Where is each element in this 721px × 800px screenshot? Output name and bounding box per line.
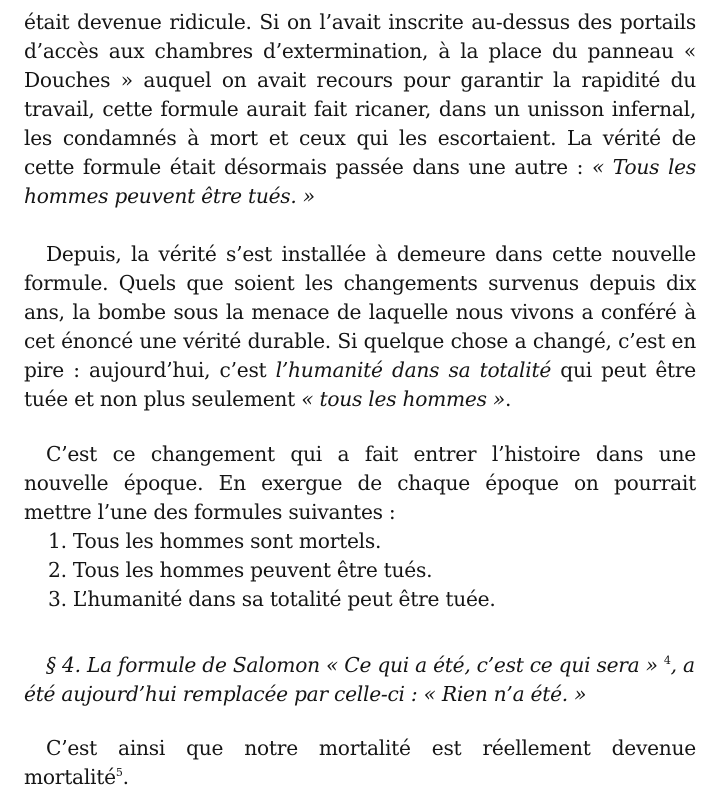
paragraph-2-period: . <box>505 387 512 411</box>
list-item: 3. L’humanité dans sa totalité peut être tuée. <box>48 587 496 611</box>
paragraph-5 <box>24 734 696 792</box>
paragraph-3 <box>24 440 696 527</box>
list-item: 1. Tous les hommes sont mortels. <box>48 529 382 553</box>
paragraph-5-text: C’est ainsi que notre mortalité est réellement devenue mortalité <box>24 736 696 789</box>
section-4-line-1: § 4. La formule de Salomon « Ce qui a été, c’est ce qui sera » <box>46 653 658 677</box>
paragraph-1-quote: « Tous les hommes peuvent être tués. » <box>24 155 696 208</box>
section-4 <box>24 651 696 709</box>
paragraph-5-period: . <box>122 765 129 789</box>
paragraph-2-text-a: Depuis, la vérité s’est installée à demeure dans cette nouvelle formule. Quels que soient les changements survenus depuis dix ans, la bombe sous la menace de laquelle nous vivons a conféré à cet énoncé une vérité durable. Si quelque chose a changé, c’est en pire : aujourd’hui, c’est <box>24 242 696 382</box>
section-4-line-2: , a été aujourd’hui remplacée par celle-ci : « Rien n’a été. » <box>24 653 695 706</box>
paragraph-2 <box>24 240 696 414</box>
list-item: 2. Tous les hommes peuvent être tués. <box>48 558 433 582</box>
footnote-ref-5: 5 <box>115 766 123 779</box>
paragraph-1-text: était devenue ridicule. Si on l’avait inscrite au-dessus des portails d’accès aux chambres d’extermination, à la place du panneau « Douches » auquel on avait recours pour garantir la rapidité du travail, cette formule aurait fait ricaner, dans un unisson infernal, les condamnés à mort et ceux qui les escortaient. La vérité de cette formule était désormais passée dans une autre : <box>24 10 696 179</box>
footnote-ref-4: 4 <box>663 654 671 667</box>
paragraph-2-emphasis-b: « tous les hommes » <box>301 387 505 411</box>
formula-list <box>48 527 496 614</box>
paragraph-2-emphasis-a: l’humanité dans sa totalité <box>275 358 552 382</box>
paragraph-3-text: C’est ce changement qui a fait entrer l’histoire dans une nouvelle époque. En exergue de chaque époque on pourrait mettre l’une des formules suivantes : <box>24 442 696 524</box>
paragraph-2-text-b: qui peut être tuée et non plus seulement <box>24 358 696 411</box>
paragraph-1 <box>24 8 696 211</box>
